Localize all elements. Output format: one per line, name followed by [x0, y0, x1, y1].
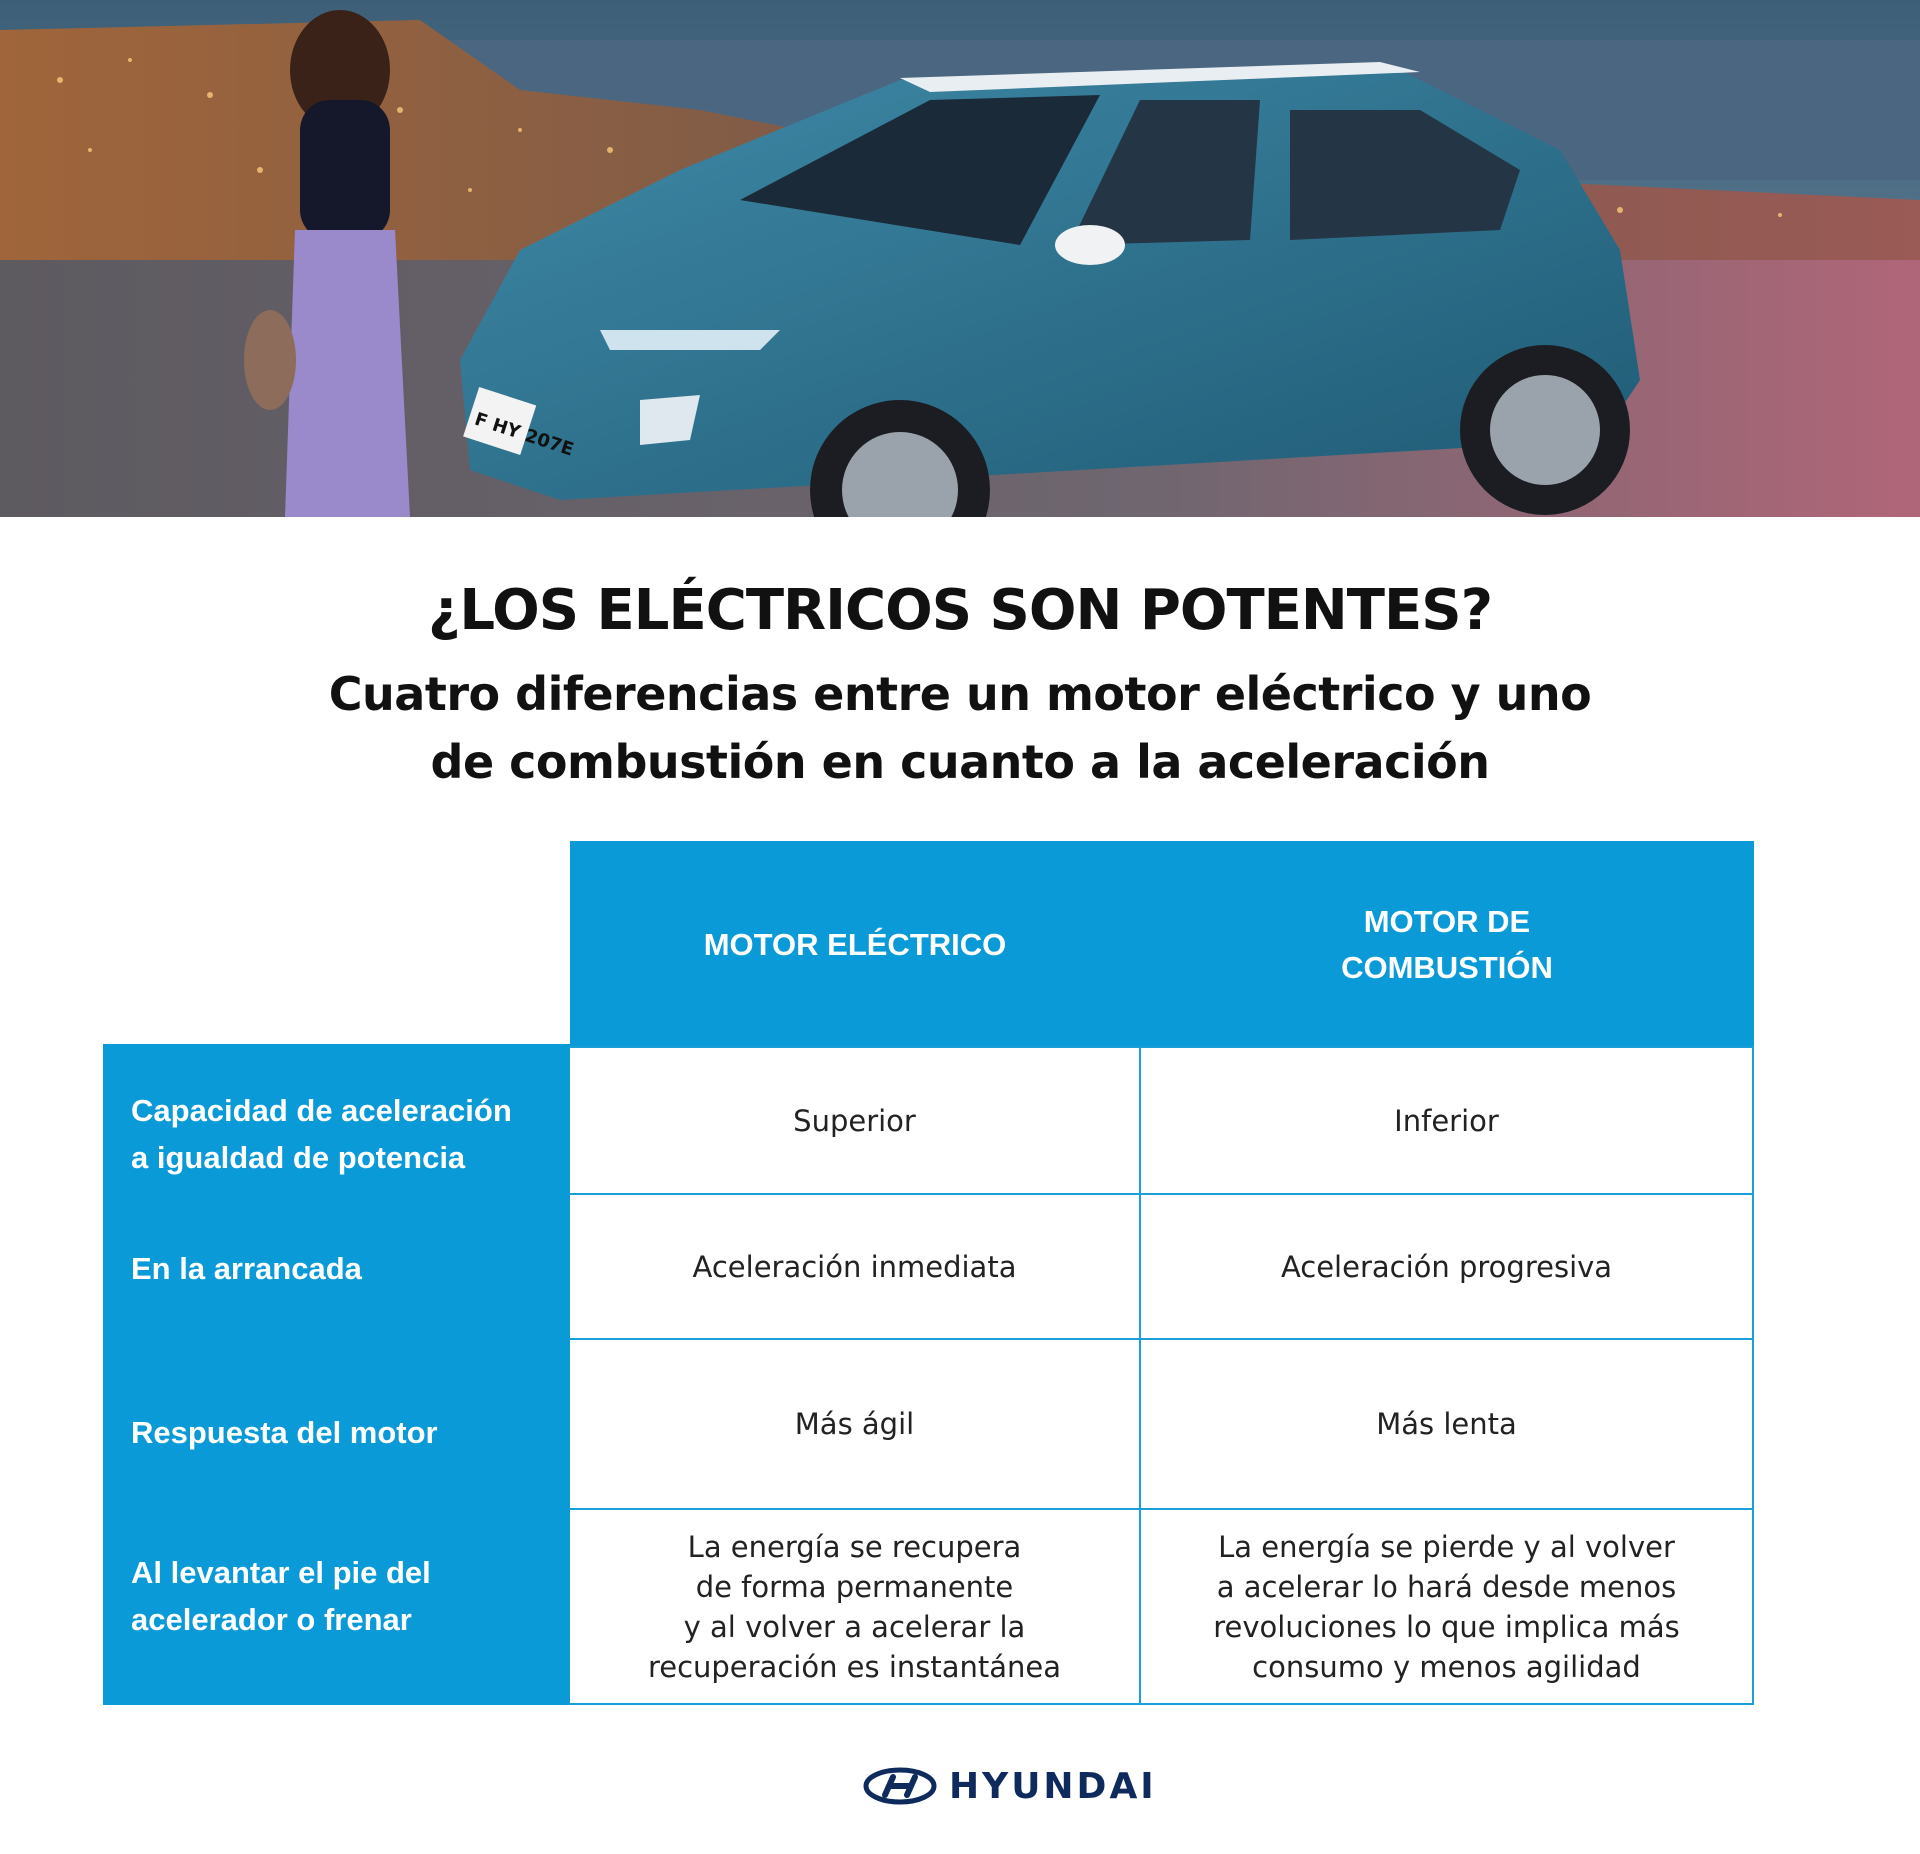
- cell-electric-lift-foot: La energía se recupera de forma permanente y al volver a acelerar la recuperación es instantánea: [647, 1529, 1062, 1684]
- cell-electric-start: Aceleración inmediata: [692, 1249, 1017, 1284]
- row-label-engine-response: Respuesta del motor: [131, 1415, 438, 1450]
- column-header-electric: MOTOR ELÉCTRICO: [703, 926, 1007, 962]
- cell-combustion-engine-response: Más lenta: [1376, 1407, 1517, 1441]
- page-title: ¿LOS ELÉCTRICOS SON POTENTES?: [427, 578, 1493, 643]
- hyundai-emblem-icon: [863, 1767, 937, 1805]
- hero-image: [0, 0, 1920, 517]
- cell-electric-engine-response: Más ágil: [794, 1407, 915, 1441]
- license-plate: F HY 207E: [471, 408, 577, 461]
- hero-scene: [0, 0, 1920, 517]
- page-subtitle: Cuatro diferencias entre un motor eléctrico y uno de combustión en cuanto a la aceleración: [328, 667, 1592, 789]
- hyundai-logo: [863, 1762, 1157, 1810]
- row-label-acceleration-capacity: Capacidad de aceleración a igualdad de potencia: [131, 1093, 512, 1175]
- row-label-start: En la arrancada: [131, 1251, 362, 1286]
- cell-combustion-lift-foot: La energía se pierde y al volver a acelerar lo hará desde menos revoluciones lo que implica más consumo y menos agilidad: [1213, 1529, 1680, 1684]
- cell-electric-acceleration-capacity: Superior: [793, 1103, 916, 1138]
- cell-combustion-acceleration-capacity: Inferior: [1394, 1103, 1499, 1138]
- row-label-lift-foot: Al levantar el pie del acelerador o frenar: [131, 1555, 431, 1637]
- hyundai-wordmark: HYUNDAI: [949, 1765, 1157, 1807]
- column-header-combustion: MOTOR DE COMBUSTIÓN: [1341, 903, 1553, 985]
- cell-combustion-start: Aceleración progresiva: [1280, 1249, 1613, 1284]
